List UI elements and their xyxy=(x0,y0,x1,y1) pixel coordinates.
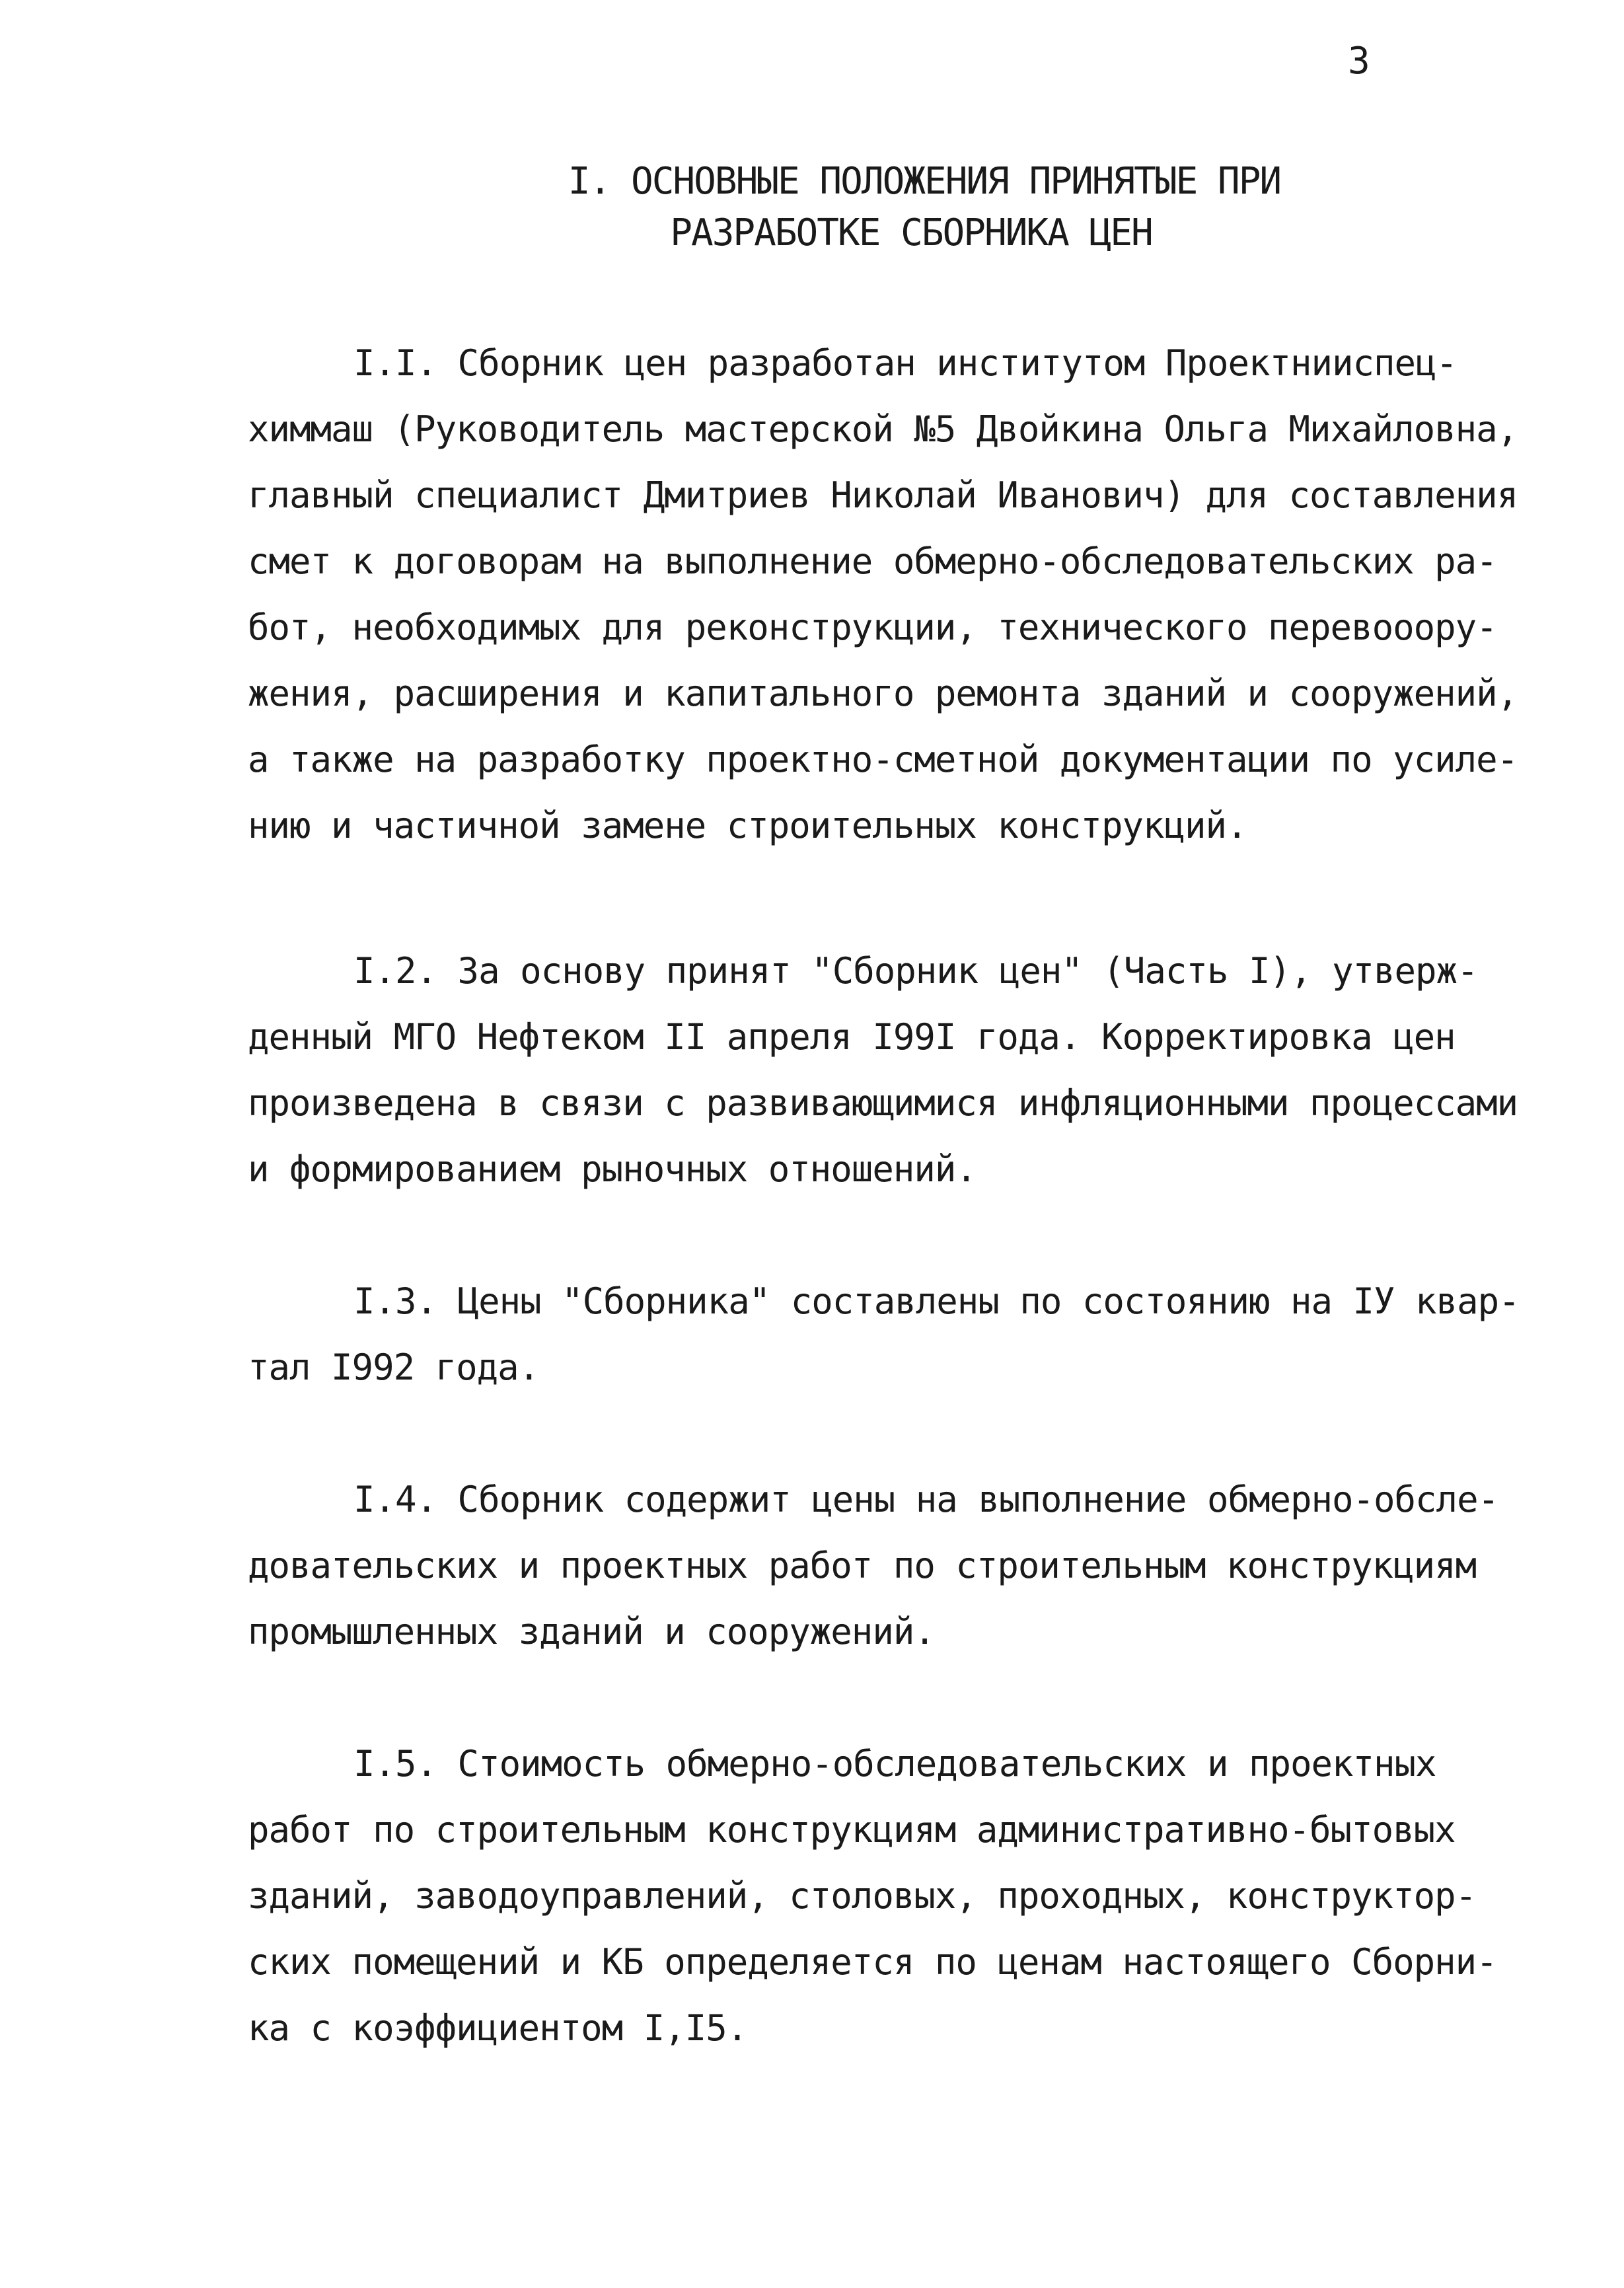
paragraph-line: зданий, заводоуправлений, столовых, проходных, конструктор- xyxy=(248,1875,1477,1917)
paragraph-line: довательских и проектных работ по строительным конструкциям xyxy=(248,1545,1477,1586)
paragraph-line: а также на разработку проектно-сметной документации по усиле- xyxy=(248,739,1518,780)
paragraph-line: I.3. Цены "Сборника" составлены по состоянию на IУ квар- xyxy=(353,1280,1520,1322)
paragraph-line: I.2. За основу принят "Сборник цен" (Часть I), утверж- xyxy=(353,950,1478,992)
paragraph-line: I.5. Стоимость обмерно-обследовательских и проектных xyxy=(353,1743,1436,1785)
paragraph-line: жения, расширения и капитального ремонта зданий и сооружений, xyxy=(248,673,1518,714)
paragraph-line: химмаш (Руководитель мастерской №5 Двойкина Ольга Михайловна, xyxy=(248,408,1518,450)
paragraph-line: тал I992 года. xyxy=(248,1347,540,1388)
section-heading-line-1: I. ОСНОВНЫЕ ПОЛОЖЕНИЯ ПРИНЯТЫЕ ПРИ xyxy=(568,160,1281,203)
section-heading-line-2: РАЗРАБОТКЕ СБОРНИКА ЦЕН xyxy=(670,211,1152,254)
paragraph-line: ка с коэффициентом I,I5. xyxy=(248,2007,748,2049)
paragraph-line: I.4. Сборник содержит цены на выполнение обмерно-обсле- xyxy=(353,1479,1499,1520)
paragraph-1-3 xyxy=(248,1269,1523,1401)
paragraph-1-2 xyxy=(248,938,1523,1202)
paragraph-1-5 xyxy=(248,1731,1523,2061)
paragraph-line: смет к договорам на выполнение обмерно-обследовательских ра- xyxy=(248,540,1497,582)
paragraph-line: произведена в связи с развивающимися инфляционными процессами xyxy=(248,1082,1518,1124)
paragraph-line: и формированием рыночных отношений. xyxy=(248,1148,977,1190)
paragraph-line: нию и частичной замене строительных конструкций. xyxy=(248,805,1247,846)
paragraph-line: главный специалист Дмитриев Николай Иванович) для составления xyxy=(248,474,1518,516)
paragraph-line: I.I. Сборник цен разработан институтом Проектнииспец- xyxy=(353,342,1458,384)
paragraph-1-1 xyxy=(248,330,1523,859)
paragraph-line: бот, необходимых для реконструкции, технического перевооору- xyxy=(248,607,1497,648)
paragraph-line: работ по строительным конструкциям административно-бытовых xyxy=(248,1809,1456,1851)
paragraph-line: промышленных зданий и сооружений. xyxy=(248,1611,935,1652)
paragraph-1-4 xyxy=(248,1467,1523,1665)
paragraph-line: денный МГО Нефтеком II апреля I99I года. Корректировка цен xyxy=(248,1016,1456,1058)
paragraph-line: ских помещений и КБ определяется по ценам настоящего Сборни- xyxy=(248,1941,1497,1983)
page-number: 3 xyxy=(1348,40,1370,83)
